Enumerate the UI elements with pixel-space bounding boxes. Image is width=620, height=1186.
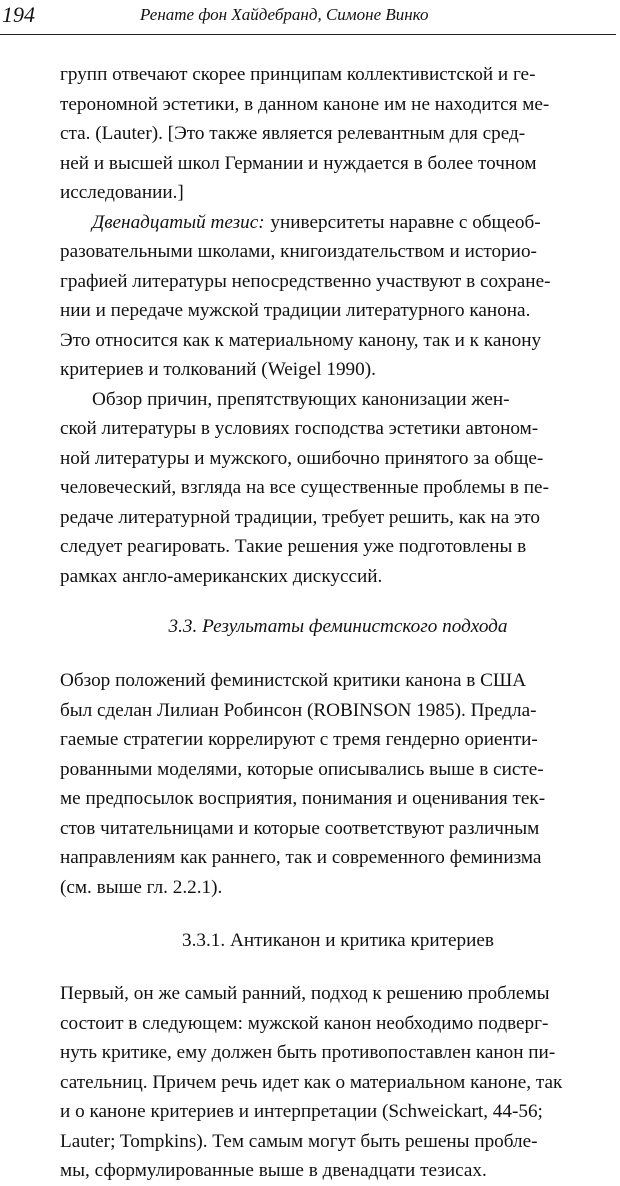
text-line: ме предпосылок восприятия, понимания и оценивания тек- [60,788,546,809]
paragraph-3 [60,385,616,592]
text-line: рованными моделями, которые описывались выше в систе- [60,758,544,780]
paragraph-1 [60,60,616,208]
text-line: Lauter; Tompkins). Тем самым могут быть решены пробле- [60,1130,538,1152]
text-line: редаче литературной традиции, требует решить, как на это [60,506,540,528]
page-header [0,0,620,36]
text-line: гаемые стратегии коррелируют с тремя гендерно ориенти- [60,729,538,750]
text-line: (см. выше гл. 2.2.1). [60,876,223,898]
paragraph-2 [60,208,616,385]
header-rule [0,34,616,35]
text-line: терономной эстетики, в данном каноне им не находится ме- [60,93,550,115]
subsection-heading: 3.3.1. Антиканон и критика критериев [182,930,494,951]
text-line: был сделан Лилиан Робинсон (ROBINSON 1985). Предла- [60,699,537,721]
text-line: Это относится как к материальному канону, так и к канону [60,329,542,351]
paragraph-5 [60,979,616,1186]
text-line: мы, сформулированные выше в двенадцати тезисах. [60,1160,487,1181]
text-line: состоит в следующем: мужской канон необходимо подверг- [60,1012,549,1034]
text-line: критериев и толкований (Weigel 1990). [60,359,376,380]
text-line: ста. (Lauter). [Это также является релевантным для сред- [60,123,526,144]
text-line: человеческий, взгляда на все существенные проблемы в пе- [60,477,549,498]
text-line: Обзор причин, препятствующих канонизации жен- [92,388,510,410]
text-line: направлениям как раннего, так и современного феминизма [60,847,542,868]
page-number: 194 [2,2,35,27]
text-line: Первый, он же самый ранний, подход к решению проблемы [60,983,550,1004]
text-line: следует реагировать. Такие решения уже подготовлены в [60,536,527,557]
text-line: нуть критике, ему должен быть противопоставлен канон пи- [60,1042,556,1063]
text-line: ской литературы в условиях господства эстетики автоном- [60,418,539,439]
text-line: групп отвечают скорее принципам коллективистской и ге- [60,64,536,85]
running-head: Ренате фон Хайдебранд, Симоне Винко [140,5,429,24]
thesis-label: Двенадцатый тезис: [92,211,265,233]
text-line: и о каноне критериев и интерпретации (Schweickart, 44-56; [60,1101,543,1122]
text-line: ней и высшей школ Германии и нуждается в более точном [60,152,537,174]
body-text [60,60,616,1186]
text-line: ной литературы и мужского, ошибочно принятого за обще- [60,447,544,469]
text-line: рамках англо-американских дискуссий. [60,565,383,587]
text-line: нии и передаче мужской традиции литературного канона. [60,300,531,321]
paragraph-4 [60,666,616,902]
section-heading: 3.3. Результаты феминистского подхода [168,616,508,637]
text-line: Обзор положений феминистской критики канона в США [60,670,527,691]
text-line: сательниц. Причем речь идет как о материальном каноне, так [60,1071,563,1093]
text-line: стов читательницами и которые соответствуют различным [60,817,540,839]
text-line: Двенадцатый тезис: университеты наравне с общеоб- [60,208,616,238]
text-line: исследовании.] [60,182,184,203]
text-line: графией литературы непосредственно участвуют в сохране- [60,270,551,292]
text-line: разовательными школами, книгоиздательством и историо- [60,241,537,262]
